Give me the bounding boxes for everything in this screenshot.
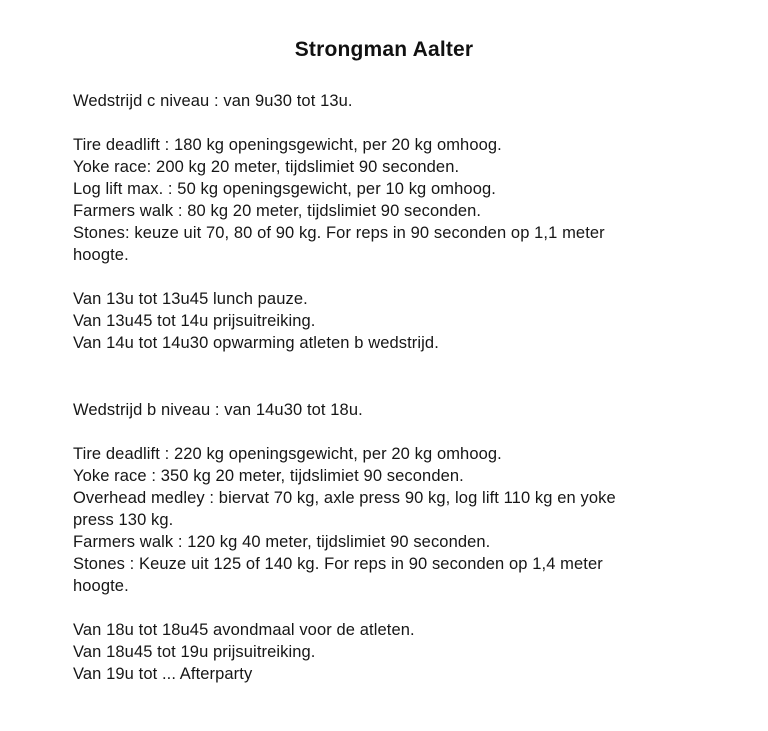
page-title: Strongman Aalter (294, 38, 474, 61)
event-c-farmers-walk: Farmers walk : 80 kg 20 meter, tijdslimiet 90 seconden. (73, 202, 482, 220)
event-b-stones-wrap: hoogte. (73, 577, 129, 595)
schedule-avondmaal: Van 18u tot 18u45 avondmaal voor de atleten. (73, 621, 415, 639)
schedule-prijsuitreiking-b: Van 18u45 tot 19u prijsuitreiking. (73, 643, 316, 661)
event-c-stones: Stones: keuze uit 70, 80 of 90 kg. For reps in 90 seconden op 1,1 meter (73, 224, 605, 242)
paragraph-evening-schedule (73, 619, 708, 685)
event-b-farmers-walk: Farmers walk : 120 kg 40 meter, tijdslimiet 90 seconden. (73, 533, 491, 551)
schedule-afterparty: Van 19u tot ... Afterparty (73, 665, 253, 683)
event-b-overhead-medley: Overhead medley : biervat 70 kg, axle press 90 kg, log lift 110 kg en yoke (73, 489, 616, 507)
schedule-prijsuitreiking-c: Van 13u45 tot 14u prijsuitreiking. (73, 312, 316, 330)
event-b-overhead-medley-wrap: press 130 kg. (73, 511, 174, 529)
event-b-tire-deadlift: Tire deadlift : 220 kg openingsgewicht, per 20 kg omhoog. (73, 445, 502, 463)
wedstrijd-b-header-line: Wedstrijd b niveau : van 14u30 tot 18u. (73, 401, 363, 419)
event-b-stones: Stones : Keuze uit 125 of 140 kg. For reps in 90 seconden op 1,4 meter (73, 555, 603, 573)
schedule-opwarming-b: Van 14u tot 14u30 opwarming atleten b wedstrijd. (73, 334, 439, 352)
event-c-tire-deadlift: Tire deadlift : 180 kg openingsgewicht, per 20 kg omhoog. (73, 136, 502, 154)
event-c-yoke-race: Yoke race: 200 kg 20 meter, tijdslimiet 90 seconden. (73, 158, 460, 176)
wedstrijd-c-header-line: Wedstrijd c niveau : van 9u30 tot 13u. (73, 92, 353, 110)
paragraph-wedstrijd-c-header (73, 90, 708, 112)
paragraph-wedstrijd-b-header (73, 399, 708, 421)
event-b-yoke-race: Yoke race : 350 kg 20 meter, tijdslimiet 90 seconden. (73, 467, 464, 485)
event-c-stones-wrap: hoogte. (73, 246, 129, 264)
paragraph-wedstrijd-c-events (73, 134, 708, 266)
schedule-lunch: Van 13u tot 13u45 lunch pauze. (73, 290, 308, 308)
event-c-log-lift: Log lift max. : 50 kg openingsgewicht, per 10 kg omhoog. (73, 180, 496, 198)
paragraph-midday-schedule (73, 288, 708, 354)
paragraph-wedstrijd-b-events (73, 443, 708, 597)
